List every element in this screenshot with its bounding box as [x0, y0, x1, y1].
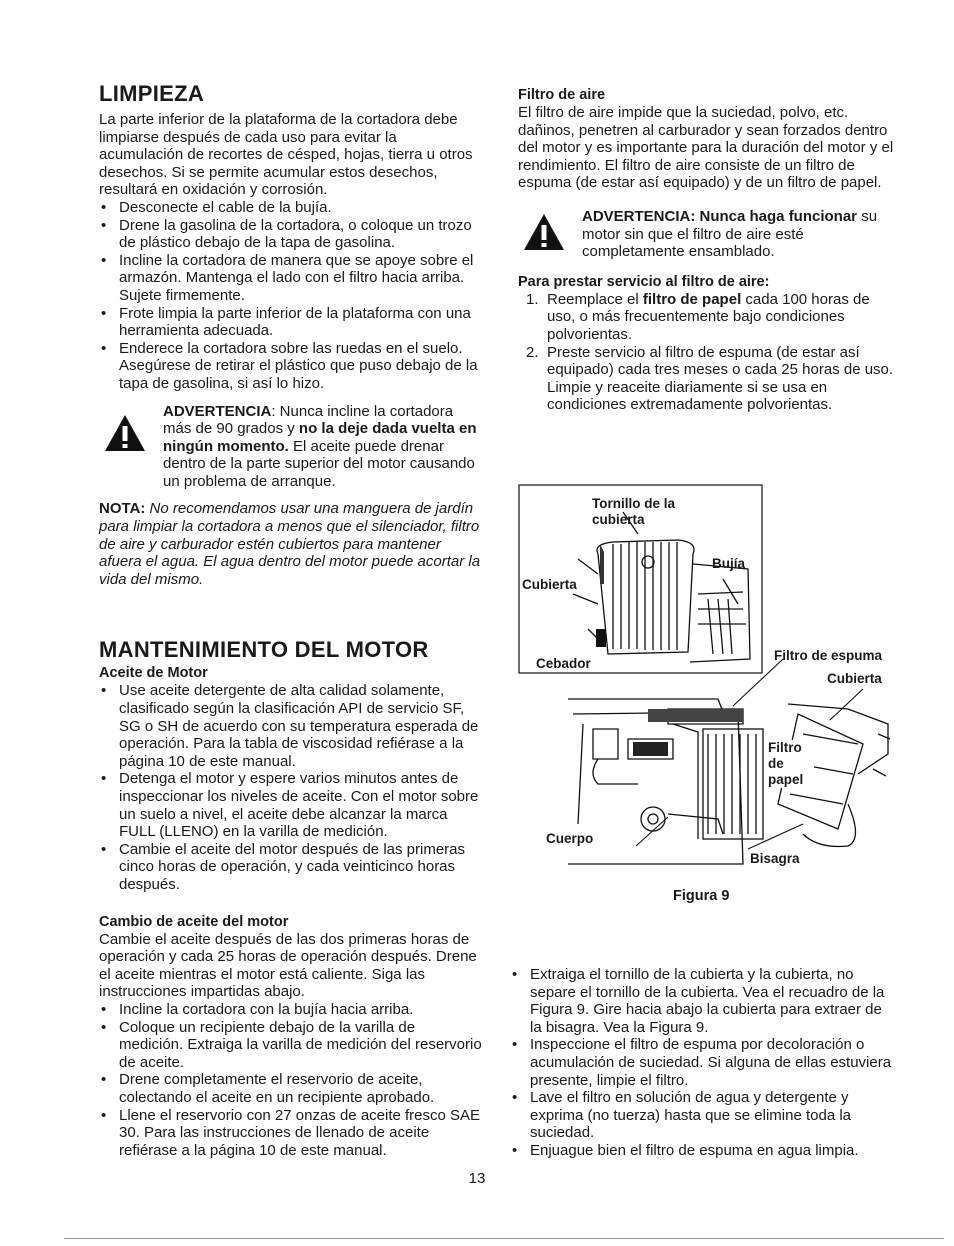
motor-heading: MANTENIMIENTO DEL MOTOR [99, 637, 429, 663]
list-item: • Desconecte el cable de la bujía. [99, 199, 483, 217]
aceite-list [99, 682, 483, 893]
filtro-heading: Filtro de aire [518, 87, 606, 103]
list-item: • Llene el reservorio con 27 onzas de aceite fresco SAE 30. Para las instrucciones de llenado de aceite refiérase a la página 10 de este manual. [99, 1107, 483, 1160]
label-bisagra: Bisagra [750, 851, 800, 866]
label-cebador: Cebador [536, 656, 591, 671]
label-cubierta-inset: Cubierta [522, 577, 577, 592]
cambio-list [99, 1001, 483, 1159]
servicio-heading: Para prestar servicio al filtro de aire: [518, 273, 770, 290]
cambio-heading: Cambio de aceite del motor [99, 913, 289, 930]
filtro-text: El filtro de aire impide que la suciedad, polvo, etc. dañinos, penetren al carburador y sean forzados dentro del motor y es importante para la duración del motor y el rendimiento. El filtro de aire consiste de un filtro de espuma (de estar así equipado) y de un filtro de papel. [518, 104, 894, 192]
list-item: • Inspeccione el filtro de espuma por decoloración o acumulación de suciedad. Si alguna de ellas estuviera presente, limpie el filtro. [510, 1036, 894, 1089]
label-filtro-papel: Filtro de papel [768, 740, 814, 788]
limpieza-heading: LIMPIEZA [99, 81, 205, 106]
label-filtro-espuma: Filtro de espuma [774, 648, 883, 663]
servicio-list [518, 291, 894, 414]
warning-text: ADVERTENCIA: Nunca incline la cortadora más de 90 grados y no la deje dada vuelta en ningún momento. El aceite puede drenar dentro de la parte superior del motor causando un problema de arranque. [163, 402, 477, 490]
list-item: 2. Preste servicio al filtro de espuma (de estar así equipado) cada tres meses o cada 25 horas de uso. Limpie y reaceite diariamente si se usa en condiciones extremadamente polvorientas. [526, 343, 894, 414]
list-item: • Coloque un recipiente debajo de la varilla de medición. Extraiga la varilla de medición del reservorio de aceite. [99, 1019, 483, 1072]
list-item: • Extraiga el tornillo de la cubierta y la cubierta, no separe el tornillo de la cubierta. Vea el recuadro de la Figura 9. Gire hacia abajo la cubierta para extraer de la bisagra. Vea la Figura 9. [510, 966, 894, 1036]
bottom-rule [64, 1238, 944, 1239]
warning-text: ADVERTENCIA: Nunca haga funcionar su motor sin que el filtro de aire esté completamente ensamblado. [582, 207, 878, 261]
figure-caption: Figura 9 [673, 888, 730, 904]
limpieza-intro: La parte inferior de la plataforma de la cortadora debe limpiarse después de cada uso para evitar la acumulación de recortes de césped, hojas, tierra u otros desechos. Si se permite acumular estos desechos, resultará en oxidación y corrosión. [99, 111, 473, 199]
cambio-intro: Cambie el aceite después de las dos primeras horas de operación y cada 25 horas de operación después. Drene el aceite mientras el motor está caliente. Siga las instrucciones impartidas abajo. [99, 930, 477, 1001]
list-item: 1. Reemplace el filtro de papel cada 100 horas de uso, o más frecuentemente bajo condiciones polvorientas. [526, 290, 870, 343]
filter-steps-list [510, 966, 894, 1160]
note-paragraph: NOTA: No recomendamos usar una manguera de jardín para limpiar la cortadora a menos que el silenciador, filtro de aire y carburador estén cubiertos para mantener afuera el agua. El agua dentro del motor puede acortar la vida del mismo. [99, 500, 481, 588]
list-item: • Lave el filtro en solución de agua y detergente y exprima (no tuerza) hasta que se elimine toda la suciedad. [510, 1089, 894, 1142]
right-column-bottom [510, 966, 894, 1160]
list-item: • Use aceite detergente de alta calidad solamente, clasificado según la clasificación API de servicio SF, SG o SH de acuerdo con su temperatura esperada de operación. Para la tabla de viscosidad refiérase a la página 10 de este manual. [99, 682, 483, 770]
right-column [518, 86, 894, 414]
warning-triangle-icon [522, 212, 566, 252]
limpieza-list [99, 199, 483, 393]
warning-tilt [99, 403, 483, 491]
list-item: • Detenga el motor y espere varios minutos antes de inspeccionar los niveles de aceite. Con el motor sobre un suelo a nivel, el aceite debe alcanzar la marca FULL (LLENO) en la varilla de medición. [99, 770, 483, 840]
label-bujia: Bujía [712, 556, 746, 571]
label-cuerpo: Cuerpo [546, 831, 594, 846]
list-item: • Frote limpia la parte inferior de la plataforma con una herramienta adecuada. [99, 305, 483, 340]
left-column [99, 82, 483, 1159]
list-item: • Enderece la cortadora sobre las ruedas en el suelo. Asegúrese de retirar el plástico que puso debajo de la tapa de gasolina, si así lo hizo. [99, 340, 483, 393]
list-item: • Incline la cortadora con la bujía hacia arriba. [99, 1001, 483, 1019]
list-item: • Cambie el aceite del motor después de las primeras cinco horas de operación, y cada veinticinco horas después. [99, 841, 483, 894]
label-tornillo: Tornillo de la cubierta [592, 496, 676, 527]
page-number: 13 [468, 1170, 486, 1187]
list-item: • Incline la cortadora de manera que se apoye sobre el armazón. Mantenga el lado con el filtro hacia arriba. Sujete firmemente. [99, 252, 483, 305]
figure-9 [518, 484, 898, 904]
warning-filter [518, 208, 894, 261]
list-item: • Drene la gasolina de la cortadora, o coloque un trozo de plástico debajo de la tapa de gasolina. [99, 217, 483, 252]
list-item: • Drene completamente el reservorio de aceite, colectando el aceite en un recipiente aprobado. [99, 1071, 483, 1106]
aceite-heading: Aceite de Motor [99, 665, 208, 682]
warning-triangle-icon [103, 413, 147, 453]
label-cubierta: Cubierta [827, 671, 882, 686]
list-item: • Enjuague bien el filtro de espuma en agua limpia. [510, 1142, 894, 1160]
